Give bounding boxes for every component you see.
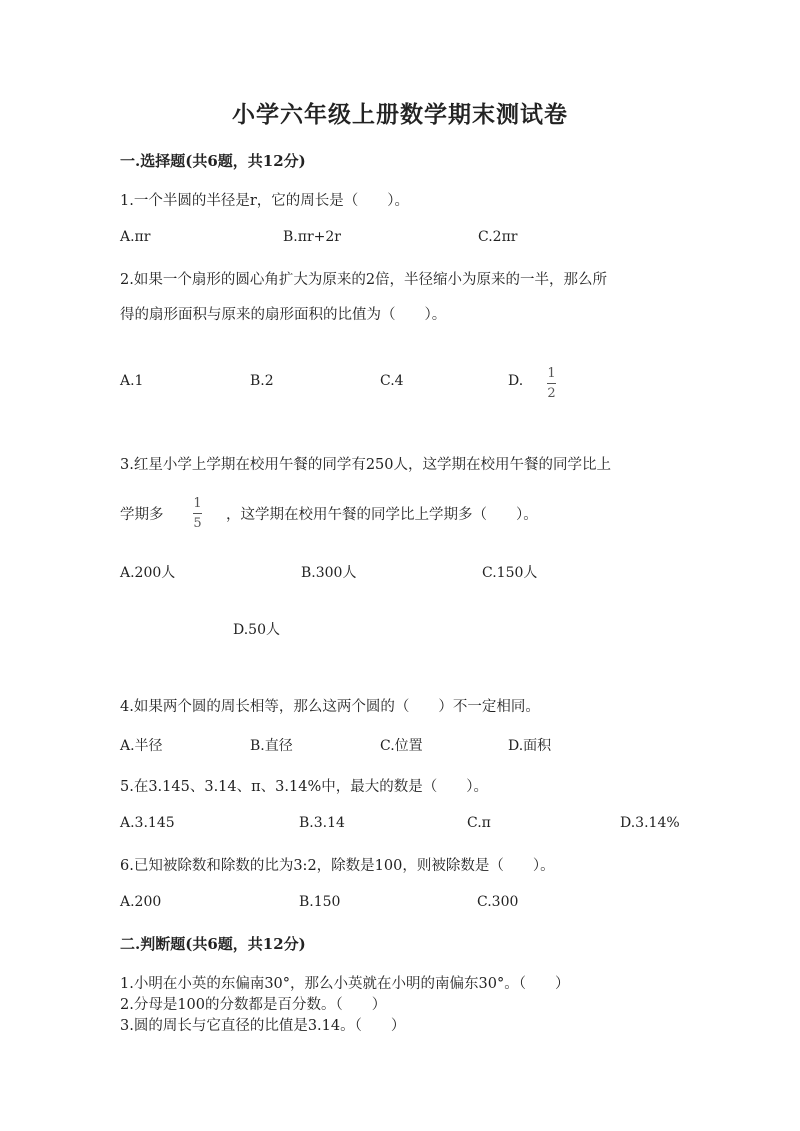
q2-option-b[interactable]: B.2 bbox=[250, 373, 274, 389]
q4-option-a[interactable]: A.半径 bbox=[120, 738, 163, 754]
fraction-numerator: 1 bbox=[193, 496, 202, 511]
q5-option-c[interactable]: C.π bbox=[467, 815, 491, 831]
question-4-text: 4.如果两个圆的周长相等，那么这两个圆的（ ）不一定相同。 bbox=[120, 699, 540, 715]
q3-option-d[interactable]: D.50人 bbox=[233, 622, 280, 638]
question-3-line2-post: ，这学期在校用午餐的同学比上学期多（ ）。 bbox=[226, 507, 538, 523]
judgement-item-2: 2.分母是100的分数都是百分数。（ ） bbox=[120, 997, 387, 1013]
q2-option-d[interactable]: D. bbox=[508, 373, 524, 389]
q4-option-d[interactable]: D.面积 bbox=[508, 738, 552, 754]
question-6-text: 6.已知被除数和除数的比为3:2，除数是100，则被除数是（ ）。 bbox=[120, 858, 555, 874]
q4-option-b[interactable]: B.直径 bbox=[250, 738, 293, 754]
section-heading-choice: 一.选择题(共6题，共12分) bbox=[120, 152, 306, 170]
q3-option-b[interactable]: B.300人 bbox=[301, 565, 357, 581]
q3-option-a[interactable]: A.200人 bbox=[120, 565, 176, 581]
q2-option-a[interactable]: A.1 bbox=[120, 373, 144, 389]
fraction-bar bbox=[193, 513, 202, 514]
q1-option-a[interactable]: A.πr bbox=[120, 229, 151, 245]
fraction-numerator: 1 bbox=[547, 366, 556, 381]
q5-option-b[interactable]: B.3.14 bbox=[299, 815, 345, 831]
question-3-line2-pre: 学期多 bbox=[120, 507, 164, 523]
q6-option-c[interactable]: C.300 bbox=[477, 894, 519, 910]
judgement-item-1: 1.小明在小英的东偏南30°，那么小英就在小明的南偏东30°。（ ） bbox=[120, 976, 570, 992]
q5-option-a[interactable]: A.3.145 bbox=[120, 815, 175, 831]
q2-option-c[interactable]: C.4 bbox=[380, 373, 404, 389]
q1-option-b[interactable]: B.πr+2r bbox=[283, 229, 341, 245]
q3-option-c[interactable]: C.150人 bbox=[482, 565, 538, 581]
fraction-denominator: 5 bbox=[193, 516, 202, 531]
q4-option-c[interactable]: C.位置 bbox=[380, 738, 423, 754]
section-heading-judgement: 二.判断题(共6题，共12分) bbox=[120, 935, 306, 953]
judgement-item-3: 3.圆的周长与它直径的比值是3.14。（ ） bbox=[120, 1018, 406, 1034]
q5-option-d[interactable]: D.3.14% bbox=[620, 815, 680, 831]
question-3-line1: 3.红星小学上学期在校用午餐的同学有250人，这学期在校用午餐的同学比上 bbox=[120, 457, 612, 473]
question-2-line1: 2.如果一个扇形的圆心角扩大为原来的2倍，半径缩小为原来的一半，那么所 bbox=[120, 272, 608, 288]
question-1-text: 1.一个半圆的半径是r，它的周长是（ ）。 bbox=[120, 193, 410, 209]
fraction-bar bbox=[547, 383, 556, 384]
q1-option-c[interactable]: C.2πr bbox=[478, 229, 518, 245]
question-3-fraction bbox=[193, 496, 202, 531]
fraction-denominator: 2 bbox=[547, 386, 556, 401]
q2-option-d-fraction bbox=[547, 366, 556, 401]
question-2-line2: 得的扇形面积与原来的扇形面积的比值为（ ）。 bbox=[120, 307, 447, 323]
page-title: 小学六年级上册数学期末测试卷 bbox=[232, 101, 568, 128]
q6-option-b[interactable]: B.150 bbox=[299, 894, 341, 910]
question-5-text: 5.在3.145、3.14、π、3.14%中，最大的数是（ ）。 bbox=[120, 779, 488, 795]
q6-option-a[interactable]: A.200 bbox=[120, 894, 162, 910]
